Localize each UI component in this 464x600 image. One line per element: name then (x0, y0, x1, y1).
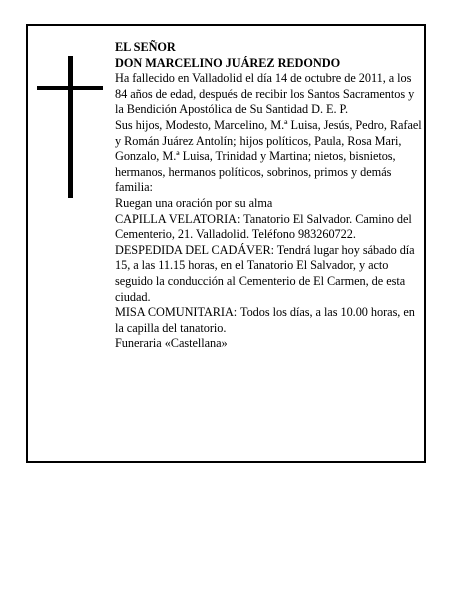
funeral-home: Funeraria «Castellana» (115, 336, 228, 351)
prayer-request: Ruegan una oración por su alma (115, 195, 273, 210)
deceased-name: DON MARCELINO JUÁREZ REDONDO (115, 55, 341, 70)
death-announcement: Ha fallecido en Valladolid el día 14 de octubre de 2011, a los 84 años de edad, después de recibir los Santos Sacramentos y la Bendición Apostólica de Su Santidad D. E. P. (115, 71, 415, 117)
cross-icon (68, 56, 73, 198)
farewell-info: DESPEDIDA DEL CADÁVER: Tendrá lugar hoy sábado día 15, a las 11.15 horas, en el Tanatorio El Salvador, y acto seguido la conducción al Cementerio de El Carmen, de esta ciudad. (115, 242, 415, 304)
cross-icon-bar (37, 86, 103, 90)
title-line-1: EL SEÑOR (115, 40, 176, 54)
family-list: Sus hijos, Modesto, Marcelino, M.ª Luisa, Jesús, Pedro, Rafael y Román Juárez Antolín; hijos políticos, Paula, Rosa Mari, Gonzalo, M.ª Luisa, Trinidad y Martina; nietos, bisnietos, hermanos, hermanos políticos, sobrinos, primos y demás familia: (115, 117, 422, 195)
chapel-info: CAPILLA VELATORIA: Tanatorio El Salvador. Camino del Cementerio, 21. Valladolid. Teléfono 983260722. (115, 211, 412, 242)
mass-info: MISA COMUNITARIA: Todos los días, a las 10.00 horas, en la capilla del tanatorio. (115, 305, 415, 335)
obituary-text (115, 40, 425, 352)
obituary-notice (26, 24, 426, 463)
